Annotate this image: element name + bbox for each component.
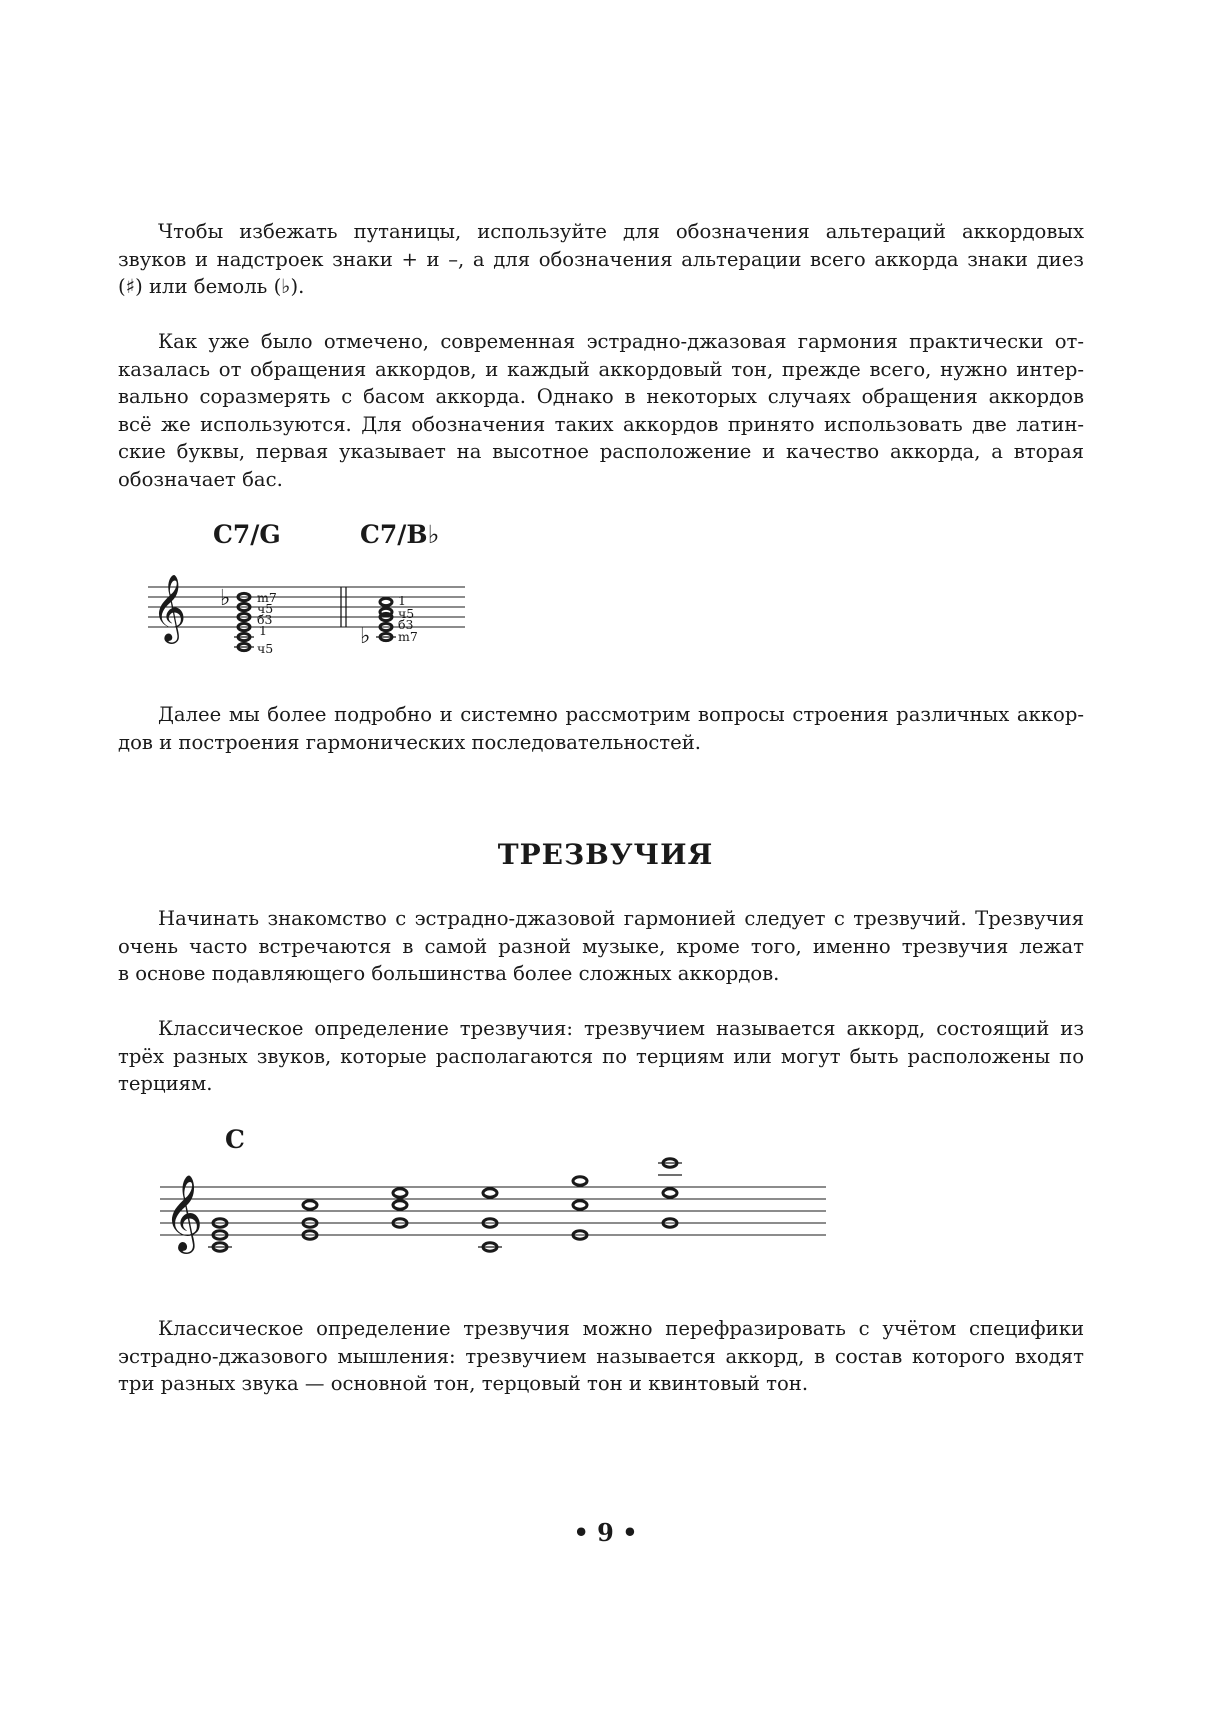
text-line: Классическое определение трезвучия можно перефразировать с учётом специфики <box>158 1317 1084 1340</box>
svg-text:ч5: ч5 <box>257 601 274 616</box>
text-line: в основе подавляющего большинства более сложных аккордов. <box>118 962 780 986</box>
triad-chord <box>393 1189 407 1227</box>
text-line: казалась от обращения аккордов, и каждый аккордовый тон, прежде всего, нужно интер- <box>118 357 1084 381</box>
svg-text:ч5: ч5 <box>398 606 415 621</box>
paragraph-alteration-signs <box>118 218 1084 301</box>
svg-text:б3: б3 <box>398 617 414 632</box>
text-line: ские буквы, первая указывает на высотное расположение и качество аккорда, а вторая <box>118 440 1084 464</box>
music-example-c-triad <box>140 1120 840 1270</box>
text-line: три разных звука — основной тон, терцовый тон и квинтовый тон. <box>118 1372 809 1396</box>
svg-text:1: 1 <box>398 593 406 608</box>
text-line: (♯) или бемоль (♭). <box>118 275 305 299</box>
text-line: звуков и надстроек знаки + и –, а для обозначения альтерации всего аккорда знаки диез <box>118 247 1084 271</box>
triad-chord <box>658 1159 682 1227</box>
flat-icon: ♭ <box>220 586 231 611</box>
chord-c7-over-bb <box>376 598 396 640</box>
text-line: терциям. <box>118 1072 213 1096</box>
treble-clef-icon: 𝄞 <box>164 1174 204 1251</box>
paragraph-triads-intro <box>118 905 1084 988</box>
music-example-inversions <box>140 515 480 665</box>
text-line: трёх разных звуков, которые располагаются по терциям или могут быть расположены по <box>118 1044 1084 1068</box>
triad-chord <box>478 1189 502 1251</box>
whole-note <box>303 1201 317 1209</box>
whole-note <box>393 1189 407 1197</box>
whole-note <box>663 1189 677 1197</box>
paragraph-further <box>118 701 1084 756</box>
chord-symbol-c7-bb: C7/B♭ <box>360 520 440 549</box>
treble-clef-icon: 𝄞 <box>152 573 187 641</box>
text-line: всё же используются. Для обозначения таких аккордов принято использовать две латин- <box>118 412 1084 436</box>
chord-symbol-c7-g: C7/G <box>213 520 281 549</box>
triad-notes <box>208 1159 682 1251</box>
text-line: Начинать знакомство с эстрадно-джазовой гармонией следует с трезвучий. Трезвучия <box>158 907 1084 930</box>
flat-icon: ♭ <box>360 624 371 649</box>
whole-note <box>573 1177 587 1185</box>
text-line: Классическое определение трезвучия: трезвучием называется аккорд, состоящий из <box>158 1017 1084 1040</box>
svg-text:ч5: ч5 <box>257 641 274 656</box>
svg-text:m7: m7 <box>257 590 277 605</box>
paragraph-inversions <box>118 328 1084 494</box>
page-number: • 9 • <box>573 1518 638 1547</box>
text-line: Далее мы более подробно и системно рассмотрим вопросы строения различных аккор- <box>158 703 1084 726</box>
interval-labels-chord1 <box>257 590 277 656</box>
paragraph-jazz-definition <box>118 1315 1084 1398</box>
text-line: обозначает бас. <box>118 467 283 491</box>
text-line: Как уже было отмечено, современная эстрадно-джазовая гармония практически от- <box>158 330 1084 353</box>
chord-c7-over-g <box>234 593 254 650</box>
svg-text:1: 1 <box>259 623 267 638</box>
section-heading: ТРЕЗВУЧИЯ <box>497 838 714 871</box>
staff-lines <box>148 587 465 627</box>
text-line: дов и построения гармонических последовательностей. <box>118 730 702 754</box>
interval-labels-chord2 <box>398 593 418 644</box>
whole-note <box>573 1201 587 1209</box>
svg-text:б3: б3 <box>257 612 273 627</box>
text-line: очень часто встречаются в самой разной музыке, кроме того, именно трезвучия лежат <box>118 934 1084 958</box>
whole-note <box>393 1201 407 1209</box>
text-line: вально соразмерять с басом аккорда. Однако в некоторых случаях обращения аккордов <box>118 385 1084 409</box>
triad-chord <box>303 1201 317 1239</box>
chord-symbol-c: C <box>225 1125 245 1154</box>
triad-chord <box>573 1177 587 1239</box>
whole-note <box>483 1189 497 1197</box>
svg-text:m7: m7 <box>398 629 418 644</box>
text-line: эстрадно-джазового мышления: трезвучием называется аккорд, в состав которого входят <box>118 1344 1084 1368</box>
paragraph-classic-definition <box>118 1015 1084 1098</box>
text-line: Чтобы избежать путаницы, используйте для обозначения альтераций аккордовых <box>158 220 1084 243</box>
